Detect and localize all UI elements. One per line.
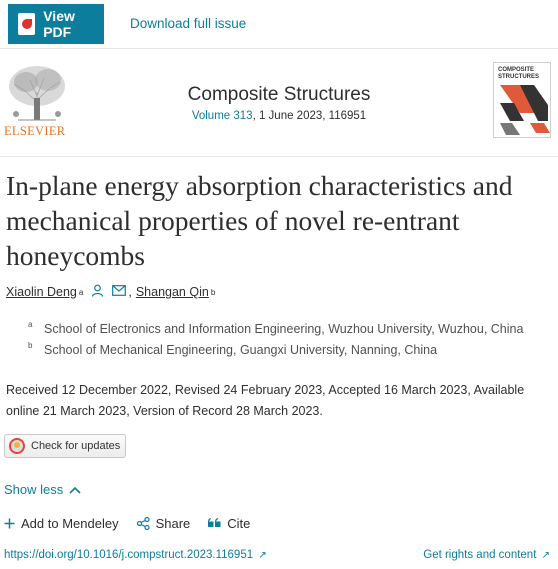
volume-link[interactable]: Volume 313 — [191, 110, 253, 122]
article-history: Received 12 December 2022, Revised 24 February 2023, Accepted 16 March 2023, Available online 21 March 2023, Version of Record 28 March 2023. — [6, 383, 525, 418]
divider — [0, 156, 558, 157]
check-for-updates-button[interactable] — [4, 434, 126, 458]
chevron-up-icon — [69, 486, 81, 494]
author-separator: , — [128, 285, 132, 299]
affiliation-sup: a — [28, 320, 33, 329]
cover-title: COMPOSITE STRUCTURES — [498, 67, 540, 80]
check-updates-label: Check for updates — [31, 440, 121, 452]
crossmark-icon — [9, 438, 25, 454]
external-link-icon: ↗ — [258, 550, 267, 561]
affiliation-text: School of Electronics and Information Engineering, Wuzhou University, Wuzhou, China — [44, 322, 524, 336]
affiliation-sup: b — [28, 341, 33, 350]
doi-link[interactable] — [4, 549, 267, 561]
elsevier-wordmark: ELSEVIER — [4, 124, 66, 138]
affiliation — [28, 343, 437, 357]
person-icon[interactable] — [91, 284, 104, 300]
article-actions — [4, 516, 250, 531]
issue-details: , 1 June 2023, 116951 — [252, 110, 367, 122]
article-title: In-plane energy absorption characteristics and mechanical properties of novel re-entrant honeycombs — [6, 170, 513, 271]
view-pdf-button[interactable] — [8, 4, 104, 44]
affiliation-sup: b — [210, 287, 216, 297]
view-pdf-label: View PDF — [43, 8, 75, 40]
share-label: Share — [155, 516, 191, 531]
plus-icon — [4, 518, 15, 529]
divider — [0, 48, 558, 49]
journal-meta — [0, 110, 558, 122]
author-link[interactable]: Shangan Qin — [135, 285, 209, 299]
doi-text: https://doi.org/10.1016/j.compstruct.2023.116951 — [4, 549, 254, 561]
cite-label: Cite — [227, 516, 251, 531]
share-icon — [137, 517, 150, 530]
get-rights-link[interactable] — [423, 549, 550, 561]
rights-text: Get rights and content — [423, 549, 537, 561]
show-less-label: Show less — [4, 482, 64, 497]
quote-icon — [208, 518, 221, 529]
author-link[interactable]: Xiaolin Deng — [6, 285, 77, 299]
external-link-icon: ↗ — [541, 550, 550, 561]
add-to-mendeley-label: Add to Mendeley — [21, 516, 119, 531]
pdf-icon — [18, 13, 35, 35]
share-button[interactable] — [137, 516, 191, 531]
cite-button[interactable] — [208, 516, 250, 531]
add-to-mendeley-button[interactable] — [4, 516, 119, 531]
journal-cover-image[interactable] — [493, 62, 551, 138]
affiliation — [28, 322, 523, 336]
download-full-issue-link[interactable]: Download full issue — [130, 16, 247, 31]
email-icon[interactable] — [112, 285, 126, 299]
author-list — [6, 284, 215, 300]
affiliation-sup: a — [78, 287, 84, 297]
affiliation-text: School of Mechanical Engineering, Guangxi University, Nanning, China — [44, 343, 438, 357]
journal-title[interactable]: Composite Structures — [187, 84, 371, 105]
show-less-toggle[interactable] — [4, 482, 81, 497]
